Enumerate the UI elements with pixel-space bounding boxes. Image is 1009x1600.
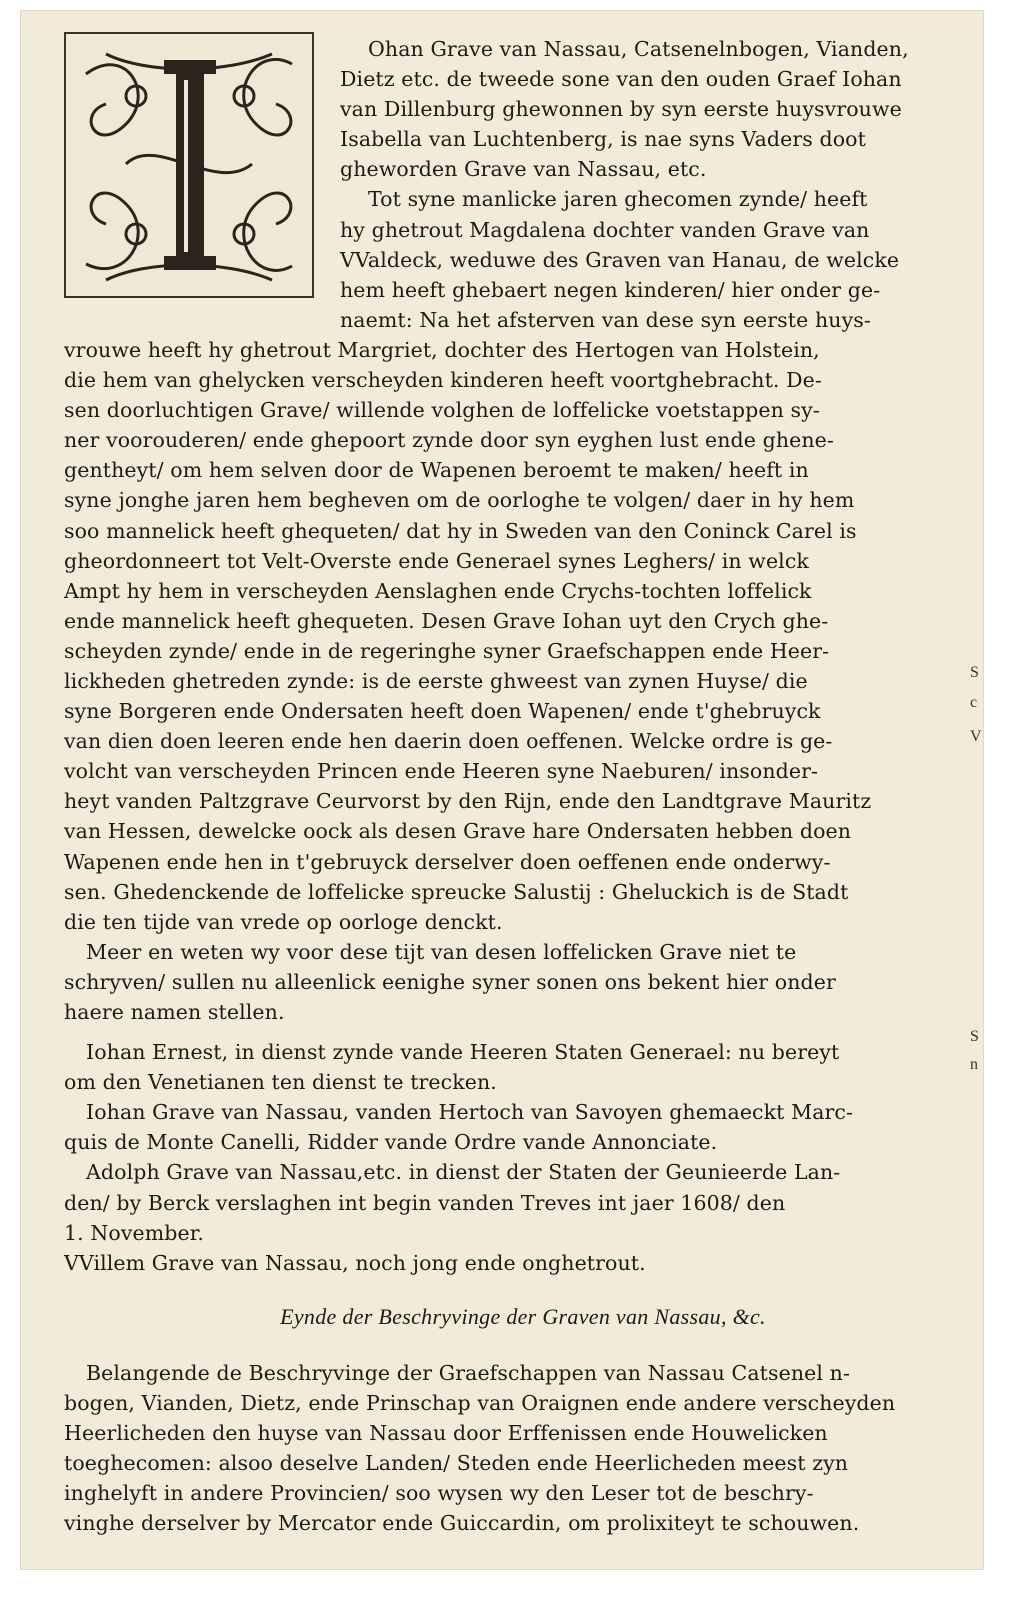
margin-letter: V: [970, 728, 982, 745]
text-line: scheyden zynde/ ende in de regeringhe syner Graefschappen ende Heer-: [64, 638, 830, 663]
margin-letter: S: [970, 1028, 979, 1045]
text-line: volcht van verscheyden Princen ende Heeren syne Naeburen/ insonder-: [64, 759, 819, 784]
text-line: vinghe derselver by Mercator ende Guiccardin, om prolixiteyt te schouwen.: [64, 1511, 860, 1536]
text-line: ner voorouderen/ ende ghepoort zynde door syn eyghen lust ende ghene-: [64, 428, 834, 453]
text-line: Ohan Grave van Nassau, Catsenelnbogen, Vianden,: [368, 37, 909, 61]
text-line: naemt: Na het afsterven van dese syn eerste huys-: [340, 307, 871, 332]
text-line: Wapenen ende hen in t'gebruyck derselver doen oeffenen ende onderwy-: [64, 849, 831, 874]
text-line: syne jonghe jaren hem begheven om de oorloghe te volgen/ daer in hy hem: [64, 488, 855, 513]
text-line: gentheyt/ om hem selven door de Wapenen beroemt te maken/ heeft in: [64, 458, 809, 483]
text-line: gheordonneert tot Velt-Overste ende Generael synes Leghers/ in welck: [64, 548, 809, 573]
text-line: Isabella van Luchtenberg, is nae syns Vaders doot: [340, 127, 866, 152]
text-line: gheworden Grave van Nassau, etc.: [340, 157, 707, 182]
text-line: lickheden ghetreden zynde: is de eerste ghweest van zynen Huyse/ die: [64, 668, 808, 693]
son-entry: Iohan Grave van Nassau, vanden Hertoch van Savoyen ghemaeckt Marc-: [86, 1100, 854, 1125]
text-line: soo mannelick heeft ghequeten/ dat hy in Sweden van den Coninck Carel is: [64, 518, 857, 543]
text-line: inghelyft in andere Provincien/ soo wysen wy den Leser tot de beschry-: [64, 1481, 814, 1506]
text-line: van dien doen leeren ende hen daerin doen oeffenen. Welcke ordre is ge-: [64, 729, 833, 754]
text-line: sen doorluchtigen Grave/ willende volghen de loffelicke voetstappen sy-: [64, 398, 820, 423]
margin-letter: S: [970, 664, 979, 681]
text-line: syne Borgeren ende Ondersaten heeft doen Wapenen/ ende t'ghebruyck: [64, 699, 821, 724]
text-line: Ampt hy hem in verscheyden Aenslaghen ende Crychs-tochten loffelick: [64, 578, 812, 603]
text-line: Meer en weten wy voor dese tijt van desen loffelicken Grave niet te: [86, 939, 797, 964]
text-line: VValdeck, weduwe des Graven van Hanau, de welcke: [340, 247, 900, 272]
son-entry: Adolph Grave van Nassau,etc. in dienst der Staten der Geunieerde Lan-: [86, 1160, 841, 1185]
text-line: Belangende de Beschryvinge der Graefschappen van Nassau Catsenel n-: [86, 1360, 850, 1385]
document-page: [20, 10, 984, 1570]
son-entry: 1. November.: [64, 1220, 205, 1245]
son-entry: om den Venetianen ten dienst te trecken.: [64, 1070, 497, 1095]
text-line: toeghecomen: alsoo deselve Landen/ Steden ende Heerlicheden meest zyn: [64, 1451, 849, 1476]
text-line: haere namen stellen.: [64, 1000, 285, 1024]
margin-letter: n: [970, 1056, 978, 1073]
son-entry: quis de Monte Canelli, Ridder vande Ordre vande Annonciate.: [64, 1130, 718, 1155]
text-line: bogen, Vianden, Dietz, ende Prinschap van Oraignen ende andere verscheyden: [64, 1391, 896, 1416]
text-line: heyt vanden Paltzgrave Ceurvorst by den Rijn, ende den Landtgrave Mauritz: [64, 789, 872, 814]
margin-letter: c: [970, 694, 978, 711]
text-line: vrouwe heeft hy ghetrout Margriet, dochter des Hertogen van Holstein,: [64, 337, 820, 362]
text-line: van Dillenburg ghewonnen by syn eerste huysvrouwe: [340, 97, 902, 122]
text-line: van Hessen, dewelcke oock als desen Grave hare Ondersaten hebben doen: [64, 819, 852, 844]
text-line: Dietz etc. de tweede sone van den ouden Graef Iohan: [340, 67, 902, 92]
text-line: ende mannelick heeft ghequeten. Desen Grave Iohan uyt den Crych ghe-: [64, 608, 829, 633]
text-line: sen. Ghedenckende de loffelicke spreucke Salustij : Gheluckich is de Stadt: [64, 879, 849, 904]
main-text: [64, 34, 982, 1539]
text-line: Heerlicheden den huyse van Nassau door Erffenissen ende Houwelicken: [64, 1421, 828, 1446]
text-line: hy ghetrout Magdalena dochter vanden Grave van: [340, 217, 870, 242]
son-entry: den/ by Berck verslaghen int begin vanden Treves int jaer 1608/ den: [64, 1190, 786, 1215]
section-title: Eynde der Beschryvinge der Graven van Nassau, &c.: [280, 1303, 766, 1329]
text-line: die ten tijde van vrede op oorloge denckt.: [64, 909, 503, 934]
text-line: hem heeft ghebaert negen kinderen/ hier onder ge-: [340, 277, 881, 302]
text-line: Tot syne manlicke jaren ghecomen zynde/ heeft: [368, 187, 868, 212]
son-entry: Iohan Ernest, in dienst zynde vande Heeren Staten Generael: nu bereyt: [86, 1040, 840, 1065]
text-line: schryven/ sullen nu alleenlick eenighe syner sonen ons bekent hier onder: [64, 969, 836, 994]
son-entry: VVillem Grave van Nassau, noch jong ende onghetrout.: [64, 1250, 646, 1275]
text-line: die hem van ghelycken verscheyden kinderen heeft voortghebracht. De-: [64, 368, 822, 393]
